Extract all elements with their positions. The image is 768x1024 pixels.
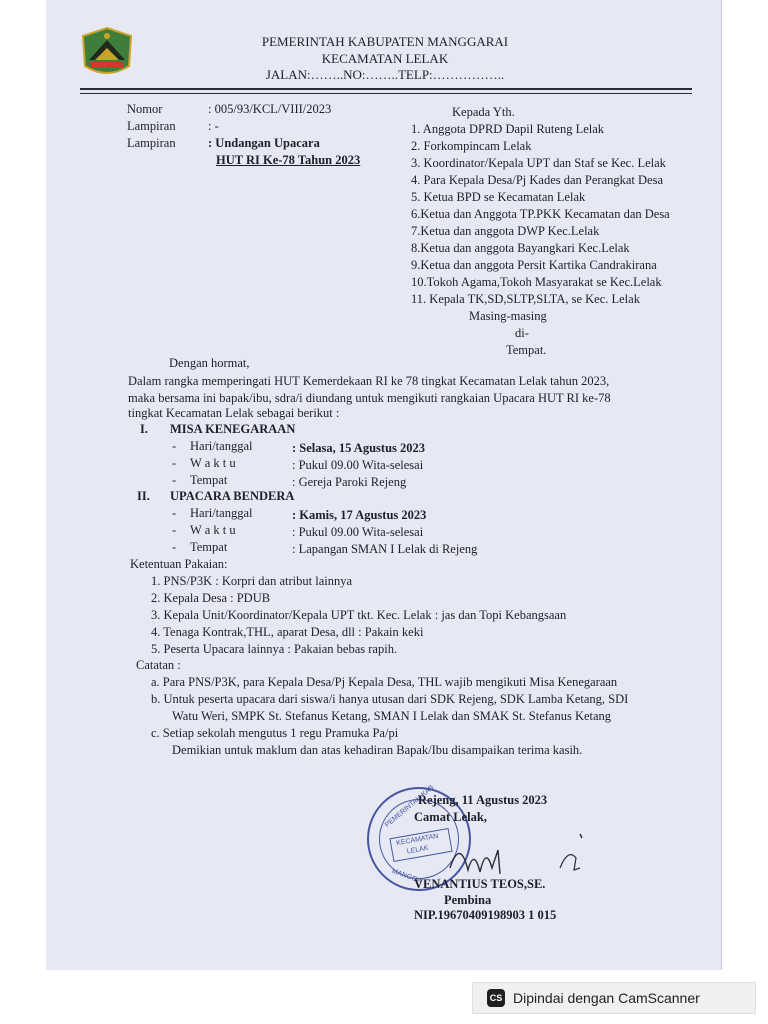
note-item-continued: Watu Weri, SMPK St. Stefanus Ketang, SMAN I Lelak dan SMAK St. Stefanus Ketang [172,709,612,723]
recipient-item: 8.Ketua dan anggota Bayangkari Kec.Lelak [411,241,630,255]
greeting: Dengan hormat, [169,356,250,370]
attire-item: 3. Kepala Unit/Koordinator/Kepala UPT tkt. Kec. Lelak : jas dan Topi Kebangsaan [151,608,567,622]
event-dash: - [172,523,177,537]
event-label: Tempat [190,540,228,554]
event-label: Hari/tanggal [190,439,253,453]
camscanner-icon: CS [487,989,505,1007]
event-number: I. [140,422,148,436]
recipient-item: 5. Ketua BPD se Kecamatan Lelak [411,190,586,204]
regency-logo-icon [79,26,135,80]
nomor-value: : 005/93/KCL/VIII/2023 [208,102,332,116]
event-title: MISA KENEGARAAN [170,422,296,436]
note-item: c. Setiap sekolah mengutus 1 regu Pramuka Pa/pi [151,726,399,740]
event-dash: - [172,506,177,520]
event-label: Tempat [190,473,228,487]
header-address: JALAN:……..NO:……..TELP:…………….. [265,67,505,82]
recipient-item: 7.Ketua dan anggota DWP Kec.Lelak [411,224,600,238]
header-district: KECAMATAN LELAK [321,51,449,66]
note-item: a. Para PNS/P3K, para Kepala Desa/Pj Kepala Desa, THL wajib mengikuti Misa Kenegaraan [151,675,618,689]
attire-item: 2. Kepala Desa : PDUB [151,591,271,605]
signature-place-date: Rejeng, 11 Agustus 2023 [418,793,548,807]
camscanner-watermark [472,982,756,1014]
header-divider-thin [80,93,692,94]
event-value: : Kamis, 17 Agustus 2023 [292,508,427,522]
header-government: PEMERINTAH KABUPATEN MANGGARAI [261,34,509,49]
lampiran-label: Lampiran [127,119,176,133]
perihal-value: : Undangan Upacara [208,136,320,150]
event-number: II. [137,489,150,503]
recipient-item: 1. Anggota DPRD Dapil Ruteng Lelak [411,122,605,136]
stamp-bottom-text: MANGGA [390,867,423,886]
signature-nip: NIP.19670409198903 1 015 [414,908,557,922]
event-value: : Gereja Paroki Rejeng [292,475,407,489]
attire-item: 1. PNS/P3K : Korpri dan atribut lainnya [151,574,353,588]
stamp-ring-text: PEMERINTAH KAB [383,784,436,829]
recipient-intro: Kepada Yth. [452,105,515,119]
event-label: W a k t u [190,523,236,537]
note-item: b. Untuk peserta upacara dari siswa/i hanya utusan dari SDK Rejeng, SDK Lamba Ketang, SDI [151,692,629,706]
recipient-item: 10.Tokoh Agama,Tokoh Masyarakat se Kec.Lelak [411,275,662,289]
signature-rank: Pembina [444,893,492,907]
stamp-box-text: LELAK [406,844,430,856]
attire-item: 4. Tenaga Kontrak,THL, aparat Desa, dll : Pakain keki [151,625,424,639]
body-paragraph-line: Dalam rangka memperingati HUT Kemerdekaan RI ke 78 tingkat Kecamatan Lelak tahun 2023, [128,374,610,388]
signature-title: Camat Lelak, [414,810,487,824]
event-label: Hari/tanggal [190,506,253,520]
notes-heading: Catatan : [136,658,181,672]
closing-sentence: Demikian untuk maklum dan atas kehadiran Bapak/Ibu disampaikan terima kasih. [172,743,583,757]
event-value: : Selasa, 15 Agustus 2023 [292,441,426,455]
recipient-item: 11. Kepala TK,SD,SLTP,SLTA, se Kec. Lelak [411,292,640,306]
perihal-label: Lampiran [127,136,176,150]
event-value: : Pukul 09.00 Wita-selesai [292,525,424,539]
attire-item: 5. Peserta Upacara lainnya : Pakaian bebas rapih. [151,642,398,656]
recipient-item: 4. Para Kepala Desa/Pj Kades dan Perangkat Desa [411,173,663,187]
attire-heading: Ketentuan Pakaian: [130,557,228,571]
recipient-item: 2. Forkompincam Lelak [411,139,532,153]
recipient-item: 9.Ketua dan anggota Persit Kartika Candrakirana [411,258,657,272]
event-value: : Lapangan SMAN I Lelak di Rejeng [292,542,478,556]
recipient-closing: Tempat. [506,343,547,357]
event-title: UPACARA BENDERA [170,489,295,503]
event-dash: - [172,439,177,453]
nomor-label: Nomor [127,102,163,116]
recipient-closing: Masing-masing [469,309,547,323]
body-paragraph-line: tingkat Kecamatan Lelak sebagai berikut : [128,406,340,420]
recipient-item: 3. Koordinator/Kepala UPT dan Staf se Kec. Lelak [411,156,666,170]
lampiran-value: : - [208,119,219,133]
stamp-box-text: KECAMATAN [395,832,439,848]
recipient-closing: di- [515,326,529,340]
camscanner-text: Dipindai dengan CamScanner [513,990,700,1006]
event-dash: - [172,540,177,554]
header-divider [80,88,692,90]
event-dash: - [172,473,177,487]
signature-name: VENANTIUS TEOS,SE. [414,877,546,891]
event-dash: - [172,456,177,470]
recipient-item: 6.Ketua dan Anggota TP.PKK Kecamatan dan Desa [411,207,670,221]
perihal-value-line2: HUT RI Ke-78 Tahun 2023 [216,153,361,167]
event-value: : Pukul 09.00 Wita-selesai [292,458,424,472]
body-paragraph-line: maka bersama ini bapak/ibu, sdra/i diundang untuk mengikuti rangkaian Upacara HUT RI ke-78 [128,391,611,405]
event-label: W a k t u [190,456,236,470]
